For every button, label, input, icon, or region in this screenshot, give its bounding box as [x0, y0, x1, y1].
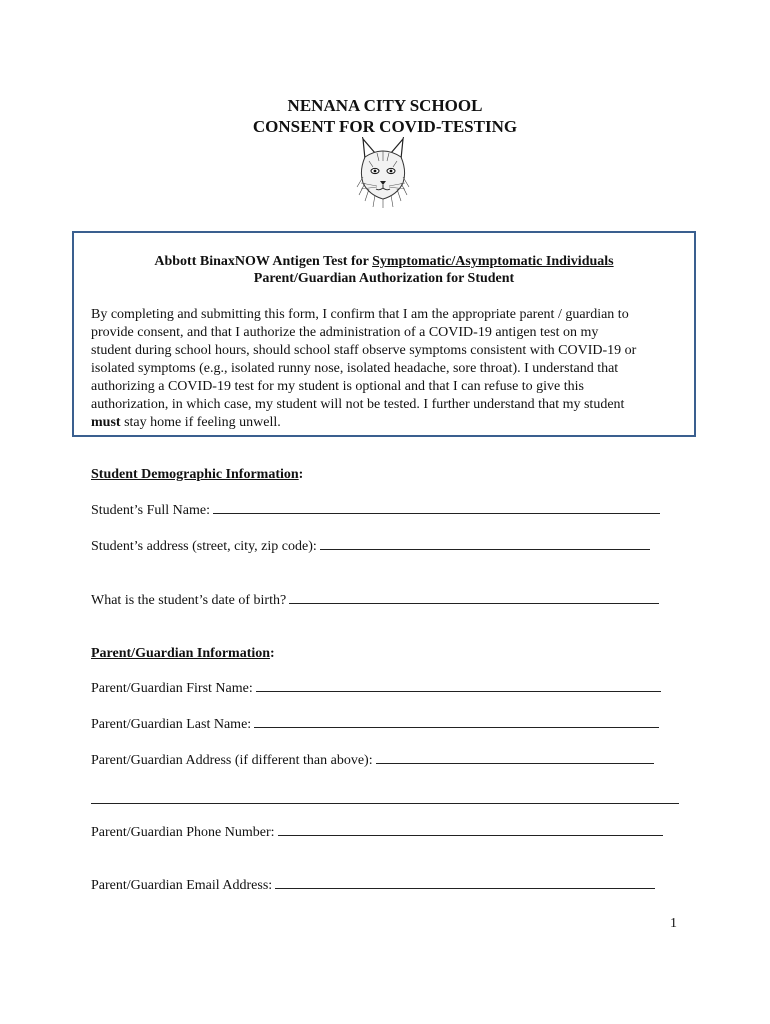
parent-address-field [91, 752, 654, 769]
parent-email-blank[interactable] [275, 887, 655, 889]
parent-phone-label: Parent/Guardian Phone Number: [91, 825, 275, 840]
student-heading-colon: : [298, 467, 304, 482]
student-dob-field [91, 592, 659, 609]
consent-line-last [91, 414, 691, 432]
consent-line: authorization, in which case, my student will not be tested. I further understand that my student [91, 397, 625, 412]
must-emphasis: must [91, 415, 121, 430]
consent-notice-box [72, 231, 696, 437]
consent-line: isolated symptoms (e.g., isolated runny nose, isolated headache, sore throat). I understand that [91, 361, 619, 376]
consent-statement [91, 306, 691, 432]
parent-heading-text: Parent/Guardian Information [91, 646, 271, 661]
consent-line: By completing and submitting this form, I confirm that I am the appropriate parent / guardian to [91, 307, 629, 322]
test-type-prefix: Abbott BinaxNOW Antigen Test for [154, 254, 373, 269]
student-full-name-label: Student’s Full Name: [91, 503, 210, 518]
parent-email-field [91, 877, 655, 894]
consent-line-rest: stay home if feeling unwell. [120, 415, 281, 430]
student-full-name-blank[interactable] [213, 512, 660, 514]
student-address-field [91, 538, 650, 555]
consent-line: authorizing a COVID-19 test for my student is optional and that I can refuse to give this [91, 379, 585, 394]
parent-address-label: Parent/Guardian Address (if different than above): [91, 753, 373, 768]
parent-heading-colon: : [270, 646, 275, 661]
student-dob-label: What is the student’s date of birth? [91, 593, 287, 608]
parent-last-name-field [91, 716, 659, 733]
consent-line: student during school hours, should school staff observe symptoms consistent with COVID-19 or [91, 343, 637, 358]
school-name-title: NENANA CITY SCHOOL [287, 96, 483, 115]
authorization-subheading: Parent/Guardian Authorization for Student [253, 271, 515, 286]
test-type-heading [74, 253, 694, 270]
consent-line: provide consent, and that I authorize the administration of a COVID-19 antigen test on my [91, 325, 599, 340]
student-dob-blank[interactable] [289, 602, 659, 604]
student-section-heading [91, 466, 303, 483]
parent-first-name-label: Parent/Guardian First Name: [91, 681, 253, 696]
parent-last-name-label: Parent/Guardian Last Name: [91, 717, 252, 732]
parent-last-name-blank[interactable] [254, 726, 659, 728]
page-number: 1 [670, 916, 677, 931]
student-full-name-field [91, 502, 660, 519]
parent-section-heading [91, 645, 275, 662]
test-type-underlined: Symptomatic/Asymptomatic Individuals [372, 254, 614, 269]
parent-phone-field [91, 824, 663, 841]
lynx-mascot-icon [355, 137, 411, 209]
student-address-blank[interactable] [320, 548, 650, 550]
student-heading-text: Student Demographic Information [91, 467, 299, 482]
student-address-label: Student’s address (street, city, zip code): [91, 539, 317, 554]
parent-address-continuation-blank[interactable] [91, 803, 679, 804]
parent-address-blank[interactable] [376, 762, 654, 764]
parent-phone-blank[interactable] [278, 834, 663, 836]
parent-email-label: Parent/Guardian Email Address: [91, 878, 273, 893]
parent-first-name-field [91, 680, 661, 697]
parent-first-name-blank[interactable] [256, 690, 661, 692]
form-title: CONSENT FOR COVID-TESTING [252, 117, 518, 136]
